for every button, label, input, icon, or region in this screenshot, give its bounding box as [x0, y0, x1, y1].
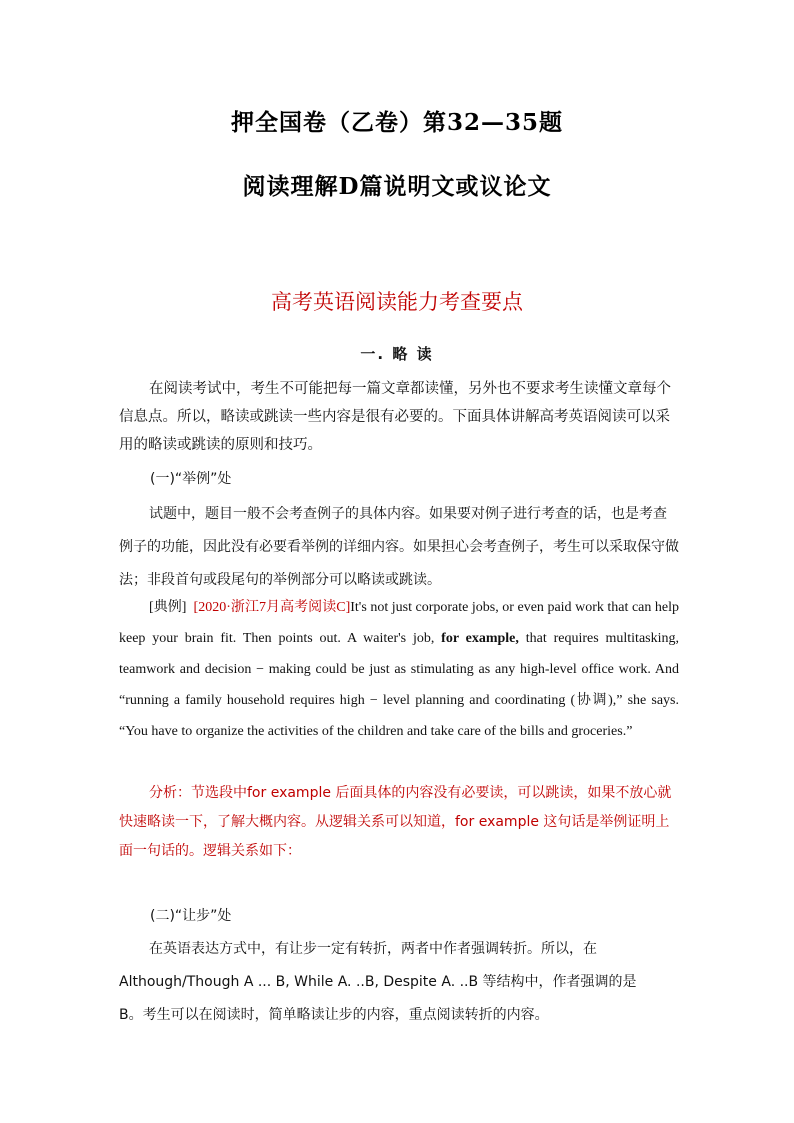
- subsection-heading-examples: (一)“举例”处: [150, 471, 232, 487]
- document-subtitle: 阅读理解D篇说明文或议论文: [242, 173, 552, 200]
- example-label: [典例]: [149, 600, 187, 615]
- section-title: 高考英语阅读能力考查要点: [271, 290, 523, 314]
- section-heading-skimming: 一. 略 读: [360, 345, 434, 363]
- example-text-before: It's not just corporate jobs, or even paid work that can help keep your brain fit. Then points out. A waiter's job,: [119, 600, 680, 646]
- concession-line-1: [119, 933, 679, 966]
- example-bold-phrase: for example,: [441, 631, 519, 646]
- example-source: [2020·浙江7月高考阅读C]: [193, 600, 351, 615]
- analysis-text: 分析：节选段中for example 后面具体的内容没有必要读，可以跳读，如果不放心就快速略读一下，了解大概内容。从逻辑关系可以知道，for example 这句话是举例证明上面一句话的。逻辑关系如下：: [119, 785, 672, 859]
- document-title: 押全国卷（乙卷）第32—35题: [230, 109, 563, 136]
- concession-line-2: Although/Though A ... B, While A. ..B, Despite A. ..B 等结构中，作者强调的是: [119, 974, 637, 990]
- intro-text: 在阅读考试中，考生不可能把每一篇文章都读懂，另外也不要求考生读懂文章每个信息点。所以，略读或跳读一些内容是很有必要的。下面具体讲解高考英语阅读可以采用的略读或跳读的原则和技巧。: [119, 381, 671, 453]
- examples-paragraph: [119, 498, 679, 597]
- subsection-heading-concession: (二)“让步”处: [150, 908, 232, 924]
- intro-paragraph: [119, 375, 679, 459]
- examples-text: 试题中，题目一般不会考查例子的具体内容。如果要对例子进行考查的话，也是考查例子的功能，因此没有必要看举例的详细内容。如果担心会考查例子，考生可以采取保守做法；非段首句或段尾句的举例部分可以略读或跳读。: [119, 506, 679, 588]
- example-passage: [119, 592, 679, 747]
- example-text-after: that requires multitasking, teamwork and decision − making could be just as stimulating as any high-level office work. And “running a family household requires high − level planning and coordinating (协调),” she says. “You have to organize the activities of the children and take care of the bills and groceries.”: [119, 631, 679, 739]
- concession-line-3: B。考生可以在阅读时，简单略读让步的内容，重点阅读转折的内容。: [119, 1007, 549, 1023]
- concession-line-1-text: 在英语表达方式中，有让步一定有转折，两者中作者强调转折。所以，在: [149, 941, 597, 957]
- analysis-paragraph: [119, 779, 679, 866]
- concession-paragraph: [119, 933, 679, 1032]
